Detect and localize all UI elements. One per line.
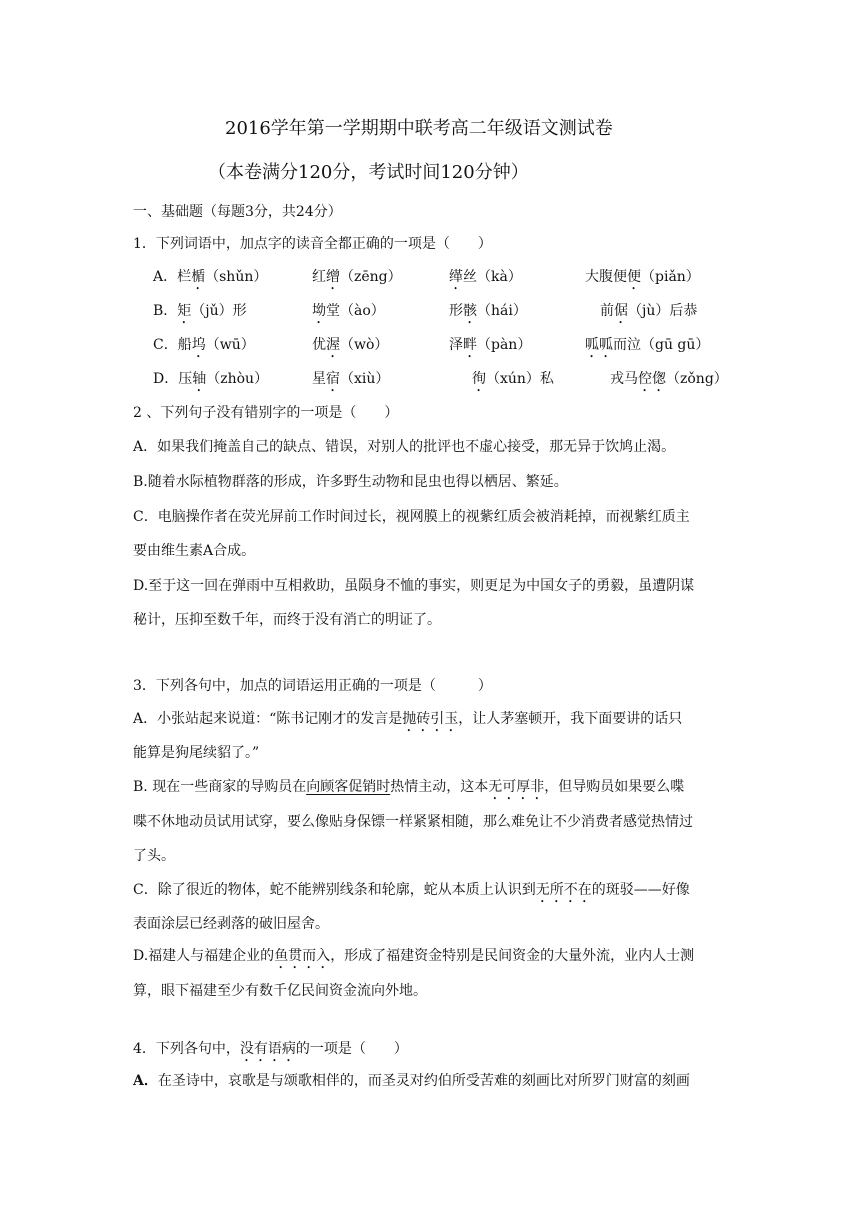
q3-stem: 3．下列各句中，加点的词语运用正确的一项是（ ） (133, 678, 492, 694)
q1-option-d3: 徇（xún）私 (472, 371, 554, 387)
q1-option-b3: 形骸（hái） (449, 303, 527, 319)
q1-stem: 1．下列词语中，加点字的读音全都正确的一项是（ ） (133, 236, 492, 252)
exam-subtitle: （本卷满分120分，考试时间120分钟） (208, 162, 529, 183)
q2-option-a: A．如果我们掩盖自己的缺点、错误，对别人的批评也不虚心接受，那无异于饮鸠止渴。 (133, 439, 676, 455)
q2-option-d-line2: 秘计，压抑至数千年，而终于没有消亡的明证了。 (133, 612, 441, 628)
q1-option-c1: C．船坞（wū） (153, 337, 255, 353)
q3-option-c-line1: C．除了很近的物体，蛇不能辨别线条和轮廓，蛇从本质上认识到无所不在的斑驳——好像 (133, 882, 690, 898)
q3-option-a-line1: A．小张站起来说道：“陈书记刚才的发言是抛砖引玉，让人茅塞顿开，我下面要讲的话只 (133, 711, 683, 727)
q1-option-a3: 缂丝（kà） (449, 269, 522, 285)
q1-option-c3: 泽畔（pàn） (449, 337, 532, 353)
exam-title: 2016学年第一学期期中联考高二年级语文测试卷 (225, 118, 613, 139)
q1-option-b4: 前倨（jù）后恭 (600, 303, 698, 319)
q1-option-a2: 红缯（zēng） (312, 269, 402, 285)
q3-option-a-line2: 能算是狗尾续貂了。” (133, 745, 260, 761)
q1-option-d1: D．压轴（zhòu） (153, 371, 269, 387)
q2-stem: 2 、下列句子没有错别字的一项是（ ） (133, 405, 399, 421)
q3-option-d-line1: D.福建人与福建企业的鱼贯而入，形成了福建资金特别是民间资金的大量外流，业内人士测 (133, 948, 695, 964)
q1-option-d4: 戎马倥偬（zǒng） (610, 371, 728, 387)
q3-option-b-line1: B. 现在一些商家的导购员在向顾客促销时热情主动，这本无可厚非，但导购员如果要么喋 (133, 779, 685, 795)
q3-option-b-line3: 了头。 (133, 848, 175, 864)
q1-option-d2: 星宿（xiù） (312, 371, 390, 387)
q2-option-d-line1: D.至于这一回在弹雨中互相救助，虽陨身不恤的事实，则更足为中国女子的勇毅，虽遭阴谋 (133, 578, 695, 594)
section-heading: 一、基础题（每题3分，共24分） (133, 204, 342, 220)
q3-option-b-line2: 喋不休地动员试用试穿，要么像贴身保镖一样紧紧相随，那么难免让不少消费者感觉热情过 (133, 814, 693, 830)
q4-option-a-line1: A．在圣诗中，哀歌是与颂歌相伴的，而圣灵对约伯所受苦难的刻画比对所罗门财富的刻画 (133, 1073, 690, 1089)
q2-option-c-line1: C．电脑操作者在荧光屏前工作时间过长，视网膜上的视紫红质会被消耗掉，而视紫红质主 (133, 509, 690, 525)
q3-option-d-line2: 算，眼下福建至少有数千亿民间资金流向外地。 (133, 983, 427, 999)
q1-option-a1: A．栏楯（shǔn） (153, 269, 268, 285)
q1-option-a4: 大腹便便（piǎn） (585, 269, 700, 285)
q1-option-b2: 坳堂（ào） (312, 303, 385, 319)
q2-option-b: B.随着水际植物群落的形成，许多野生动物和昆虫也得以栖居、繁延。 (133, 474, 568, 490)
q1-option-b1: B．矩（jǔ）形 (153, 303, 247, 319)
q1-option-c2: 优渥（wò） (312, 337, 389, 353)
q1-option-c4: 呱呱而泣（gū gū） (585, 337, 710, 353)
q3-option-c-line2: 表面涂层已经剥落的破旧屋舍。 (133, 916, 329, 932)
q2-option-c-line2: 要由维生素A合成。 (133, 543, 256, 559)
q4-stem: 4．下列各句中，没有语病的一项是（ ） (133, 1041, 408, 1057)
